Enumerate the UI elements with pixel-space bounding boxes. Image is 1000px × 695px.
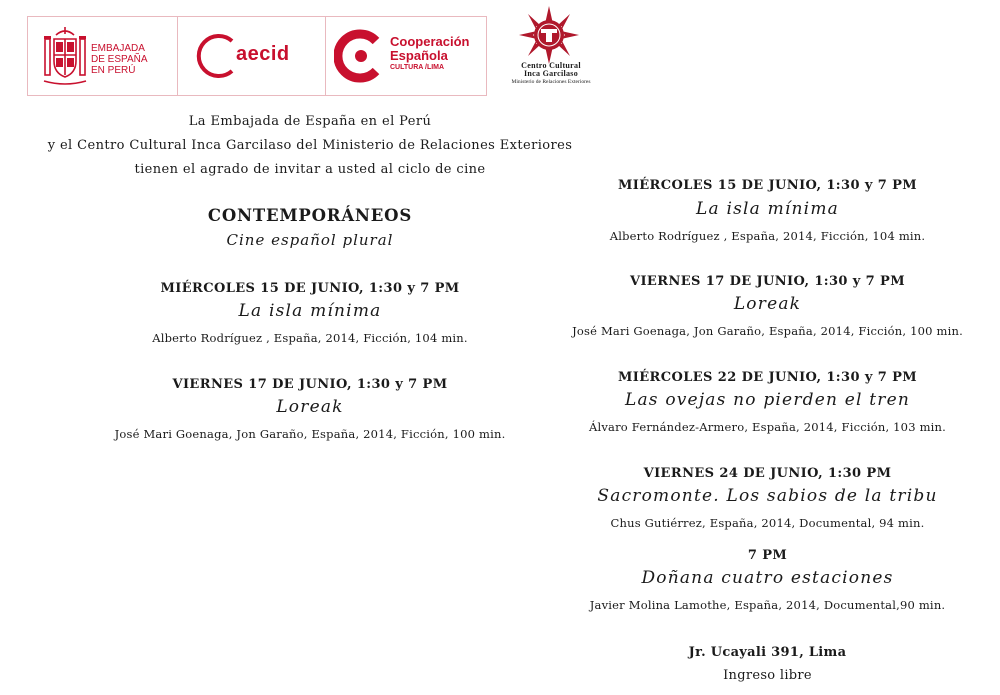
inca-garcilaso-logo-icon: [517, 6, 581, 64]
screening-date: VIERNES 17 DE JUNIO, 1:30 y 7 PM: [629, 274, 906, 289]
screening-info: Alberto Rodríguez , España, 2014, Ficción, 104 min.: [609, 229, 926, 243]
aecid-logo-icon: [192, 31, 240, 81]
cycle-title: CONTEMPORÁNEOS: [207, 206, 413, 225]
screening-date: MIÉRCOLES 15 DE JUNIO, 1:30 y 7 PM: [160, 281, 460, 296]
screening-info: Alberto Rodríguez , España, 2014, Ficción, 104 min.: [152, 331, 468, 345]
screening-date: MIÉRCOLES 15 DE JUNIO, 1:30 y 7 PM: [617, 178, 918, 193]
ccig-line: Inca Garcilaso: [523, 69, 579, 78]
screening-film: Loreak: [733, 294, 802, 314]
inca-garcilaso-text: [507, 62, 595, 86]
screening-film: Doñana cuatro estaciones: [641, 568, 894, 588]
screening-film: La isla mínima: [696, 199, 839, 219]
ccig-line: Centro Cultural: [521, 61, 581, 70]
intro-line: La Embajada de España en el Perú: [188, 114, 432, 129]
screening-film: La isla mínima: [238, 301, 382, 321]
cooperacion-text: [390, 35, 490, 72]
screening-date: VIERNES 24 DE JUNIO, 1:30 PM: [643, 466, 892, 481]
screening-info: José Mari Goenaga, Jon Garaño, España, 2014, Ficción, 100 min.: [572, 324, 963, 338]
screening-info: Javier Molina Lamothe, España, 2014, Documental,90 min.: [589, 598, 946, 612]
ccig-line: Ministerio de Relaciones Exteriores: [511, 79, 591, 85]
screening-film: Loreak: [276, 397, 344, 417]
screening-date: VIERNES 17 DE JUNIO, 1:30 y 7 PM: [172, 377, 448, 392]
cooperacion-line: Cooperación: [390, 34, 470, 49]
cooperacion-sub: CULTURA /LIMA: [390, 64, 445, 71]
screening-date: MIÉRCOLES 22 DE JUNIO, 1:30 y 7 PM: [617, 370, 918, 385]
cooperacion-line: Española: [390, 48, 448, 63]
venue-address: Jr. Ucayali 391, Lima: [688, 645, 847, 660]
embajada-text: [91, 43, 181, 76]
logo-separator: [325, 17, 326, 95]
screening-info: José Mari Goenaga, Jon Garaño, España, 2014, Ficción, 100 min.: [114, 427, 506, 441]
screening-film: Las ovejas no pierden el tren: [624, 390, 911, 410]
embajada-line: DE ESPAÑA: [91, 54, 148, 65]
entry-note: Ingreso libre: [723, 668, 812, 683]
embajada-line: EN PERÚ: [91, 65, 136, 76]
aecid-text: aecid: [236, 43, 290, 65]
embajada-line: EMBAJADA: [91, 43, 145, 54]
cooperacion-logo-icon: [334, 29, 386, 83]
intro-line: tienen el agrado de invitar a usted al ciclo de cine: [134, 162, 486, 177]
screening-info: Álvaro Fernández-Armero, España, 2014, Ficción, 103 min.: [588, 420, 947, 434]
cycle-subtitle: Cine español plural: [226, 231, 394, 249]
logo-band: [27, 16, 487, 96]
screening-film: Sacromonte. Los sabios de la tribu: [597, 486, 938, 506]
spain-coat-of-arms-icon: [42, 25, 88, 87]
intro-line: y el Centro Cultural Inca Garcilaso del Ministerio de Relaciones Exteriores: [47, 138, 573, 153]
screening-date: 7 PM: [747, 548, 788, 563]
screening-info: Chus Gutiérrez, España, 2014, Documental, 94 min.: [610, 516, 925, 530]
